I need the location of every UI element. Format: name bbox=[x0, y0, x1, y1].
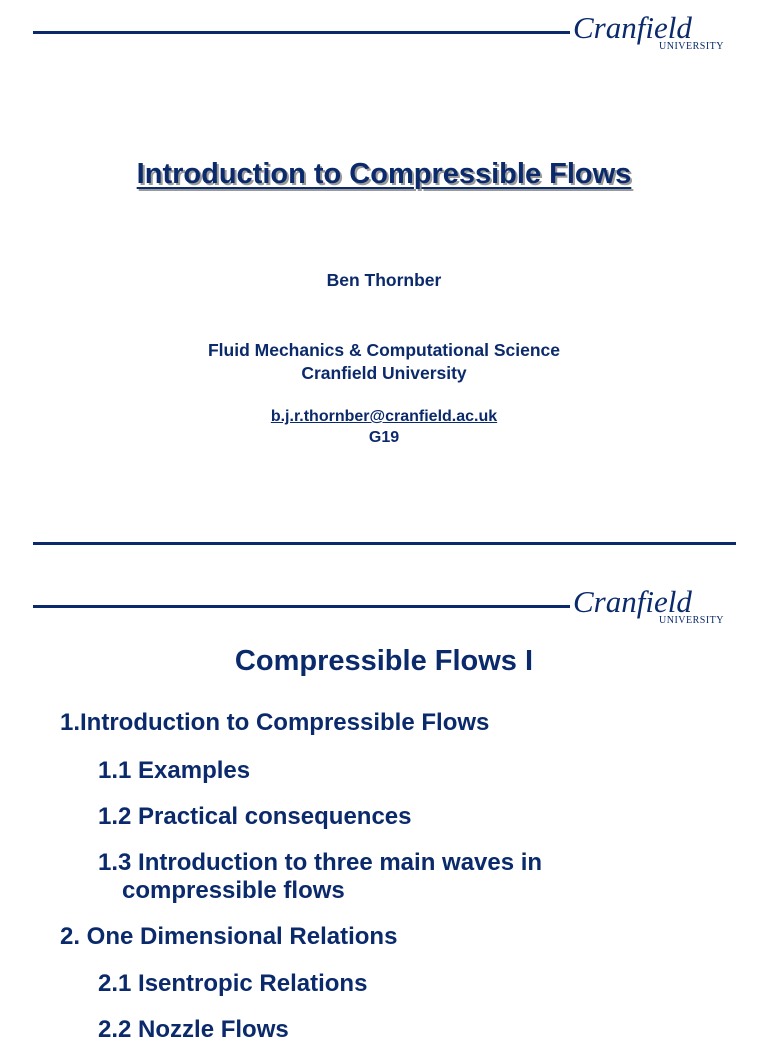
list-item: 2. One Dimensional Relations bbox=[60, 923, 398, 950]
logo-wordmark: Cranfield bbox=[573, 584, 692, 619]
list-item: 1.Introduction to Compressible Flows bbox=[60, 709, 490, 736]
logo-subtitle: UNIVERSITY bbox=[659, 615, 724, 626]
list-item: 1.3 Introduction to three main waves in bbox=[98, 849, 543, 876]
logo-subtitle: UNIVERSITY bbox=[659, 41, 724, 52]
department: Fluid Mechanics & Computational Science bbox=[207, 340, 560, 360]
slide-title: Introduction to Compressible Flows bbox=[136, 158, 632, 190]
list-item: compressible flows bbox=[122, 877, 345, 904]
room-number: G19 bbox=[368, 429, 400, 446]
list-item: 1.1 Examples bbox=[98, 757, 251, 784]
cranfield-logo bbox=[573, 586, 753, 630]
list-item: 2.1 Isentropic Relations bbox=[98, 970, 368, 997]
header-rule bbox=[33, 31, 570, 34]
header-rule bbox=[33, 605, 570, 608]
list-item: 1.2 Practical consequences bbox=[98, 803, 412, 830]
email-line bbox=[0, 405, 768, 428]
slide-title: Compressible Flows I bbox=[234, 645, 534, 677]
contents-slide bbox=[0, 575, 768, 1043]
footer-rule bbox=[33, 542, 736, 545]
list-item: 2.2 Nozzle Flows bbox=[98, 1016, 289, 1043]
cranfield-logo bbox=[573, 12, 753, 56]
institution: Cranfield University bbox=[301, 363, 467, 383]
author-name: Ben Thornber bbox=[326, 270, 442, 290]
logo-wordmark: Cranfield bbox=[573, 10, 692, 45]
email-link[interactable]: b.j.r.thornber@cranfield.ac.uk bbox=[270, 408, 498, 425]
